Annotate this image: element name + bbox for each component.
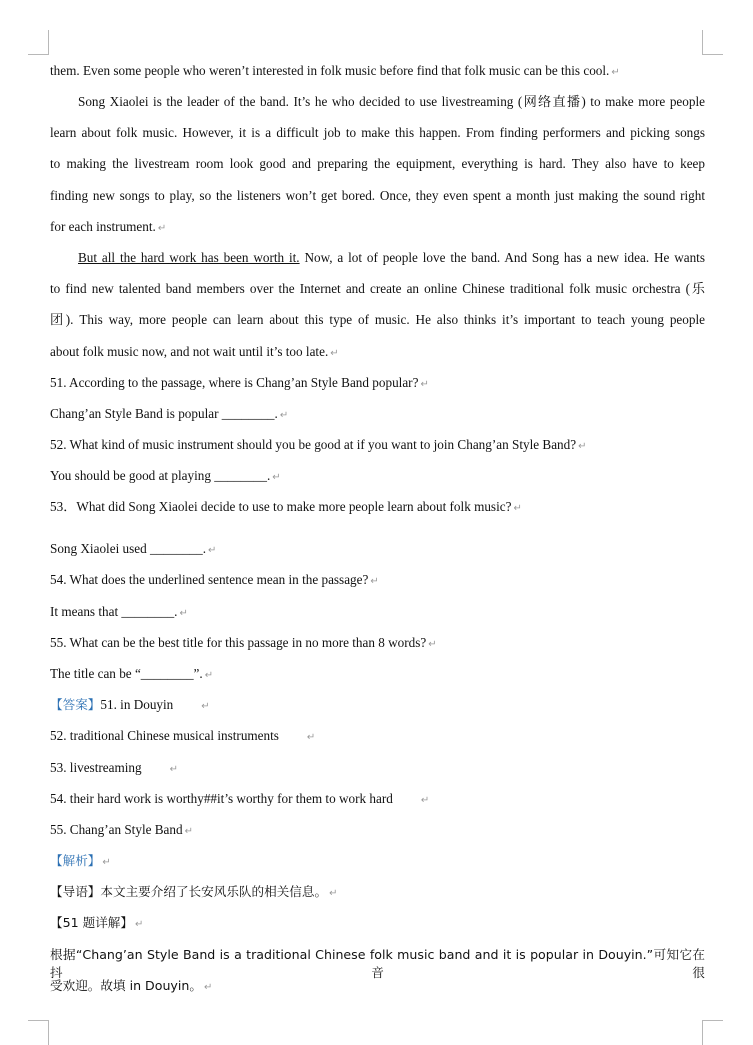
question-53: 53．What did Song Xiaolei decide to use to make more people learn about folk music? ↵ <box>50 499 522 514</box>
corner-mark-top-right <box>702 30 723 55</box>
answer-line-52: You should be good at playing ________. ↵ <box>50 468 281 483</box>
question-55: 55. What can be the best title for this passage in no more than 8 words? ↵ <box>50 635 437 650</box>
analysis-label: 【解析】 ↵ <box>50 853 111 868</box>
passage-line: learn about folk music. However, it is a difficult job to make this happen. From finding performers and picking songs <box>50 125 705 140</box>
analysis-51-line: 受欢迎。故填 in Douyin。 ↵ <box>50 978 213 993</box>
corner-mark-top-left <box>28 30 49 55</box>
answer-key-52: 52. traditional Chinese musical instruments ↵ <box>50 728 316 743</box>
answer-line-54: It means that ________. ↵ <box>50 604 188 619</box>
answer-key-55: 55. Chang’an Style Band ↵ <box>50 822 193 837</box>
passage-line: for each instrument. ↵ <box>50 219 167 234</box>
passage-line: finding new songs to play, so the listeners won’t get bored. Once, they even spent a month just making the sound right <box>50 188 705 203</box>
answer-line-51: Chang’an Style Band is popular ________. ↵ <box>50 406 289 421</box>
passage-line: them. Even some people who weren’t interested in folk music before find that folk music can be this cool. ↵ <box>50 63 620 78</box>
passage-line: But all the hard work has been worth it. Now, a lot of people love the band. And Song has a new idea. He wants <box>78 250 705 265</box>
answer-line-53: Song Xiaolei used ________. ↵ <box>50 541 217 556</box>
answer-key-51: 【答案】51. in Douyin ↵ <box>50 697 210 712</box>
passage-line: 团). This way, more people can learn about this type of music. He also thinks it’s important to teach young people <box>50 312 705 327</box>
answer-line-55: The title can be “________”. ↵ <box>50 666 214 681</box>
analysis-51-line: 根据“Chang’an Style Band is a traditional Chinese folk music band and it is popular in Douyin.”可知它在抖音很 <box>50 947 705 980</box>
analysis-guide: 【导语】本文主要介绍了长安风乐队的相关信息。 ↵ <box>50 884 338 899</box>
analysis-51-heading: 【51 题详解】 ↵ <box>50 915 144 930</box>
underlined-sentence: But all the hard work has been worth it. <box>78 250 300 265</box>
corner-mark-bottom-left <box>28 1020 49 1045</box>
corner-mark-bottom-right <box>702 1020 723 1045</box>
passage-line: to making the livestream room look good and preparing the equipment, everything is hard. They also have to keep <box>50 156 705 171</box>
passage-line: to find new talented band members over the Internet and create an online Chinese traditional folk music orchestra (乐 <box>50 281 705 296</box>
answer-label: 【答案】 <box>50 697 101 712</box>
question-54: 54. What does the underlined sentence mean in the passage? ↵ <box>50 572 379 587</box>
question-52: 52. What kind of music instrument should you be good at if you want to join Chang’an Style Band? ↵ <box>50 437 587 452</box>
answer-key-53: 53. livestreaming ↵ <box>50 760 178 775</box>
answer-key-54: 54. their hard work is worthy##it’s worthy for them to work hard ↵ <box>50 791 430 806</box>
passage-line: about folk music now, and not wait until it’s too late. ↵ <box>50 344 339 359</box>
passage-line: Song Xiaolei is the leader of the band. It’s he who decided to use livestreaming (网络直播) to make more people <box>78 94 705 109</box>
question-51: 51. According to the passage, where is Chang’an Style Band popular? ↵ <box>50 375 429 390</box>
